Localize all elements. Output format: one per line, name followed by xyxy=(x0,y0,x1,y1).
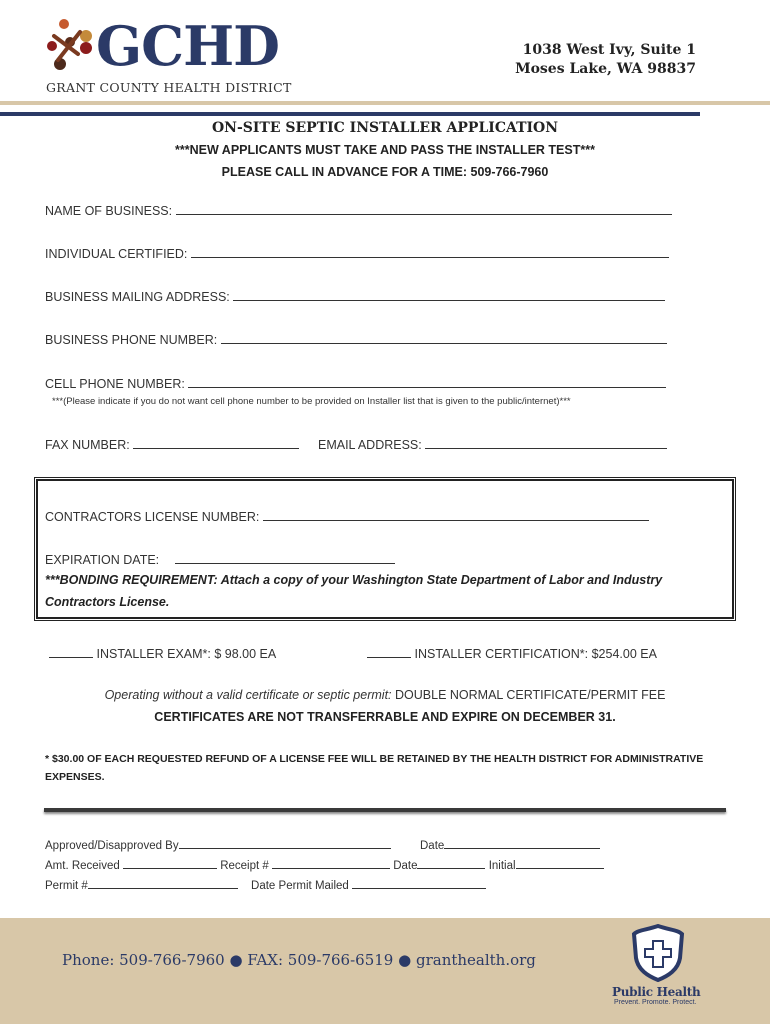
address-line2: Moses Lake, WA 98837 xyxy=(515,61,696,77)
permit-label: Permit # xyxy=(45,880,88,892)
public-health-title: Public Health xyxy=(612,985,701,999)
header-rule-navy xyxy=(0,112,700,116)
phone-row xyxy=(45,331,667,347)
logo-text: GCHD xyxy=(96,14,279,78)
fax-row xyxy=(45,436,299,452)
permit-field[interactable] xyxy=(88,878,238,889)
license-number-row xyxy=(45,508,649,524)
fax-field[interactable] xyxy=(133,436,299,449)
public-health-shield-icon xyxy=(630,924,686,982)
exam-checkbox-line[interactable] xyxy=(49,645,93,658)
operating-row xyxy=(0,688,770,702)
email-row xyxy=(318,436,667,452)
cert-price: $254.00 EA xyxy=(591,647,657,661)
amt-label: Amt. Received xyxy=(45,860,120,872)
fax-label: FAX NUMBER: xyxy=(45,438,130,452)
individual-row xyxy=(45,245,669,261)
exam-price: $ 98.00 EA xyxy=(214,647,277,661)
cert-row xyxy=(367,645,657,661)
date1-row xyxy=(420,838,600,852)
org-name: GRANT COUNTY HEALTH DISTRICT xyxy=(46,80,292,95)
refund-line2: EXPENSES. xyxy=(45,771,105,783)
date2-field[interactable] xyxy=(417,858,485,869)
mailing-row xyxy=(45,288,665,304)
cert-checkbox-line[interactable] xyxy=(367,645,411,658)
gchd-logo-icon xyxy=(44,18,100,74)
cert-label: INSTALLER CERTIFICATION*: xyxy=(414,647,589,661)
permit-mailed-field[interactable] xyxy=(352,878,486,889)
business-name-label: NAME OF BUSINESS: xyxy=(45,204,173,218)
cell-label: CELL PHONE NUMBER: xyxy=(45,377,185,391)
bonding-line1: ***BONDING REQUIREMENT: Attach a copy of your Washington State Department of Labor and Industry xyxy=(45,573,663,587)
phone-label: BUSINESS PHONE NUMBER: xyxy=(45,333,218,347)
public-health-tagline: Prevent. Promote. Protect. xyxy=(614,999,697,1006)
license-number-label: CONTRACTORS LICENSE NUMBER: xyxy=(45,510,260,524)
approved-field[interactable] xyxy=(179,838,391,849)
not-transferrable: CERTIFICATES ARE NOT TRANSFERRABLE AND EXPIRE ON DECEMBER 31. xyxy=(154,710,616,724)
receipt-field[interactable] xyxy=(272,858,390,869)
mailing-field[interactable] xyxy=(233,288,665,301)
title-line2: ***NEW APPLICANTS MUST TAKE AND PASS THE INSTALLER TEST*** xyxy=(175,143,595,157)
date2-label: Date xyxy=(393,860,418,872)
bonding-line2: Contractors License. xyxy=(45,595,170,609)
initial-field[interactable] xyxy=(516,858,604,869)
approved-label: Approved/Disapproved By xyxy=(45,840,179,852)
amt-row xyxy=(45,858,604,872)
permit-row xyxy=(45,878,486,892)
footer-contact: Phone: 509-766-7960 ● FAX: 509-766-6519 ● granthealth.org xyxy=(62,951,536,969)
expiration-field[interactable] xyxy=(175,551,395,564)
individual-label: INDIVIDUAL CERTIFIED: xyxy=(45,247,188,261)
address-line1: 1038 West Ivy, Suite 1 xyxy=(522,42,696,58)
amt-field[interactable] xyxy=(123,858,217,869)
business-name-field[interactable] xyxy=(176,202,672,215)
cell-row xyxy=(45,375,666,391)
expiration-label: EXPIRATION DATE: xyxy=(45,553,160,567)
expiration-row xyxy=(45,551,395,567)
exam-label: INSTALLER EXAM*: xyxy=(96,647,211,661)
title-line3: PLEASE CALL IN ADVANCE FOR A TIME: 509-766-7960 xyxy=(221,165,549,179)
business-name-row xyxy=(45,202,672,218)
divider-rule xyxy=(44,808,726,812)
cell-note: ***(Please indicate if you do not want cell phone number to be provided on Installer list that is given to the public/internet)*** xyxy=(52,396,571,407)
mailing-label: BUSINESS MAILING ADDRESS: xyxy=(45,290,230,304)
refund-line1: * $30.00 OF EACH REQUESTED REFUND OF A LICENSE FEE WILL BE RETAINED BY THE HEALTH DISTRICT FOR ADMINISTRATIVE xyxy=(45,753,704,765)
approved-row xyxy=(45,838,391,852)
license-number-field[interactable] xyxy=(263,508,649,521)
receipt-label: Receipt # xyxy=(220,860,269,872)
exam-row xyxy=(49,645,276,661)
date1-field[interactable] xyxy=(444,838,600,849)
initial-label: Initial xyxy=(488,860,516,872)
individual-field[interactable] xyxy=(191,245,669,258)
phone-field[interactable] xyxy=(221,331,667,344)
form-title: ON-SITE SEPTIC INSTALLER APPLICATION xyxy=(211,120,559,136)
permit-mailed-label: Date Permit Mailed xyxy=(251,880,349,892)
header-rule-tan xyxy=(0,101,770,105)
operating-italic: Operating without a valid certificate or septic permit: xyxy=(104,688,392,702)
email-label: EMAIL ADDRESS: xyxy=(318,438,422,452)
date1-label: Date xyxy=(420,840,445,852)
cell-field[interactable] xyxy=(188,375,666,388)
email-field[interactable] xyxy=(425,436,667,449)
operating-rest: DOUBLE NORMAL CERTIFICATE/PERMIT FEE xyxy=(395,688,666,702)
